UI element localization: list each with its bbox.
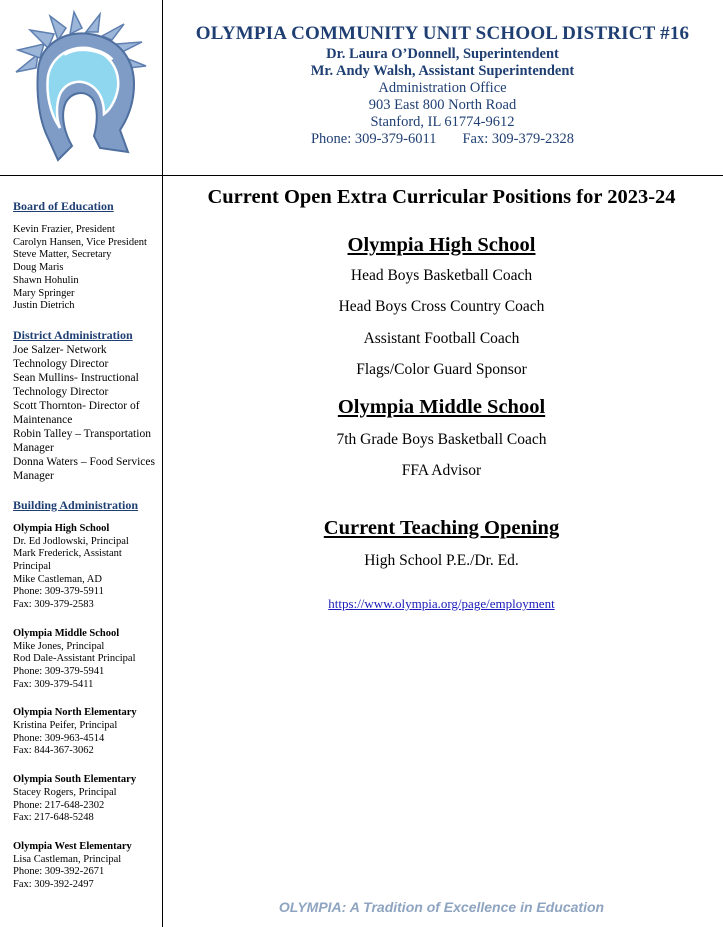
school-name: Olympia West Elementary bbox=[13, 840, 132, 852]
contact-line bbox=[175, 131, 710, 148]
school-contact: Kristina Peifer, Principal bbox=[13, 720, 118, 732]
street-address: 903 East 800 North Road bbox=[368, 97, 517, 113]
district-admin-member: Joe Salzer- Network Technology Director bbox=[13, 343, 109, 370]
footer-tagline: OLYMPIA: A Tradition of Excellence in Education bbox=[278, 899, 605, 915]
city-address: Stanford, IL 61774-9612 bbox=[370, 114, 515, 130]
middle-school-heading: Olympia Middle School bbox=[337, 396, 546, 418]
building-admin-heading: Building Administration bbox=[13, 497, 139, 512]
school-contact: Stacey Rogers, Principal bbox=[13, 786, 117, 798]
position-item: High School P.E./Dr. Ed. bbox=[364, 552, 519, 569]
school-contact: Fax: 309-379-5411 bbox=[13, 678, 94, 690]
board-heading: Board of Education bbox=[13, 199, 114, 213]
position-item: 7th Grade Boys Basketball Coach bbox=[336, 431, 547, 448]
board-member: Kevin Frazier, President bbox=[13, 224, 115, 235]
district-name: OLYMPIA COMMUNITY UNIT SCHOOL DISTRICT #16 bbox=[195, 23, 690, 44]
school-contact: Mark Frederick, Assistant Principal bbox=[13, 548, 122, 573]
horizontal-divider bbox=[0, 175, 723, 176]
district-admin-member: Donna Waters – Food Services Manager bbox=[13, 455, 155, 482]
district-admin-member: Scott Thornton- Director of Maintenance bbox=[13, 399, 140, 426]
main-content bbox=[165, 184, 718, 613]
high-school-heading: Olympia High School bbox=[347, 234, 536, 256]
school-contact: Lisa Castleman, Principal bbox=[13, 853, 122, 865]
school-contact: Fax: 217-648-5248 bbox=[13, 812, 94, 824]
superintendent: Dr. Laura O’Donnell, Superintendent bbox=[326, 46, 559, 62]
school-contact: Phone: 309-379-5911 bbox=[13, 586, 104, 598]
school-contact: Phone: 217-648-2302 bbox=[13, 799, 105, 811]
position-item: FFA Advisor bbox=[401, 462, 482, 479]
spartan-helmet-logo bbox=[8, 10, 148, 162]
position-item: Assistant Football Coach bbox=[363, 330, 520, 347]
page-title: Current Open Extra Curricular Positions for 2023-24 bbox=[207, 186, 676, 208]
fax-number: Fax: 309-379-2328 bbox=[462, 131, 575, 147]
board-member: Doug Maris bbox=[13, 262, 64, 274]
school-contact: Rod Dale-Assistant Principal bbox=[13, 653, 136, 665]
position-item: Head Boys Basketball Coach bbox=[350, 267, 533, 284]
vertical-divider bbox=[162, 0, 163, 927]
district-admin-member: Sean Mullins- Instructional Technology Director bbox=[13, 371, 139, 398]
assistant-superintendent: Mr. Andy Walsh, Assistant Superintendent bbox=[310, 63, 575, 79]
district-admin-heading: District Administration bbox=[13, 327, 133, 342]
school-contact: Fax: 309-379-2583 bbox=[13, 599, 94, 611]
school-name: Olympia Middle School bbox=[13, 627, 120, 639]
school-contact: Fax: 844-367-3062 bbox=[13, 745, 94, 757]
board-member: Carolyn Hansen, Vice President bbox=[13, 236, 147, 248]
employment-link[interactable]: https://www.olympia.org/page/employment bbox=[328, 596, 555, 611]
position-item: Head Boys Cross Country Coach bbox=[338, 298, 545, 315]
board-member: Mary Springer bbox=[13, 287, 75, 299]
board-member: Shawn Hohulin bbox=[13, 274, 79, 286]
sidebar bbox=[13, 198, 161, 892]
board-member: Steve Matter, Secretary bbox=[13, 249, 112, 261]
school-contact: Mike Jones, Principal bbox=[13, 640, 105, 652]
teaching-heading: Current Teaching Opening bbox=[323, 517, 560, 539]
letterhead bbox=[175, 22, 710, 148]
school-contact: Phone: 309-963-4514 bbox=[13, 732, 105, 744]
office-name: Administration Office bbox=[378, 80, 507, 96]
school-contact: Phone: 309-392-2671 bbox=[13, 866, 105, 878]
school-name: Olympia South Elementary bbox=[13, 774, 137, 786]
school-contact: Fax: 309-392-2497 bbox=[13, 879, 94, 891]
school-contact: Phone: 309-379-5941 bbox=[13, 665, 105, 677]
board-member: Justin Dietrich bbox=[13, 300, 75, 312]
school-contact: Mike Castleman, AD bbox=[13, 573, 102, 585]
school-name: Olympia High School bbox=[13, 522, 110, 534]
phone-number: Phone: 309-379-6011 bbox=[310, 131, 437, 147]
position-item: Flags/Color Guard Sponsor bbox=[356, 361, 527, 378]
school-contact: Dr. Ed Jodlowski, Principal bbox=[13, 535, 129, 547]
district-admin-member: Robin Talley – Transportation Manager bbox=[13, 427, 151, 454]
school-name: Olympia North Elementary bbox=[13, 707, 137, 719]
